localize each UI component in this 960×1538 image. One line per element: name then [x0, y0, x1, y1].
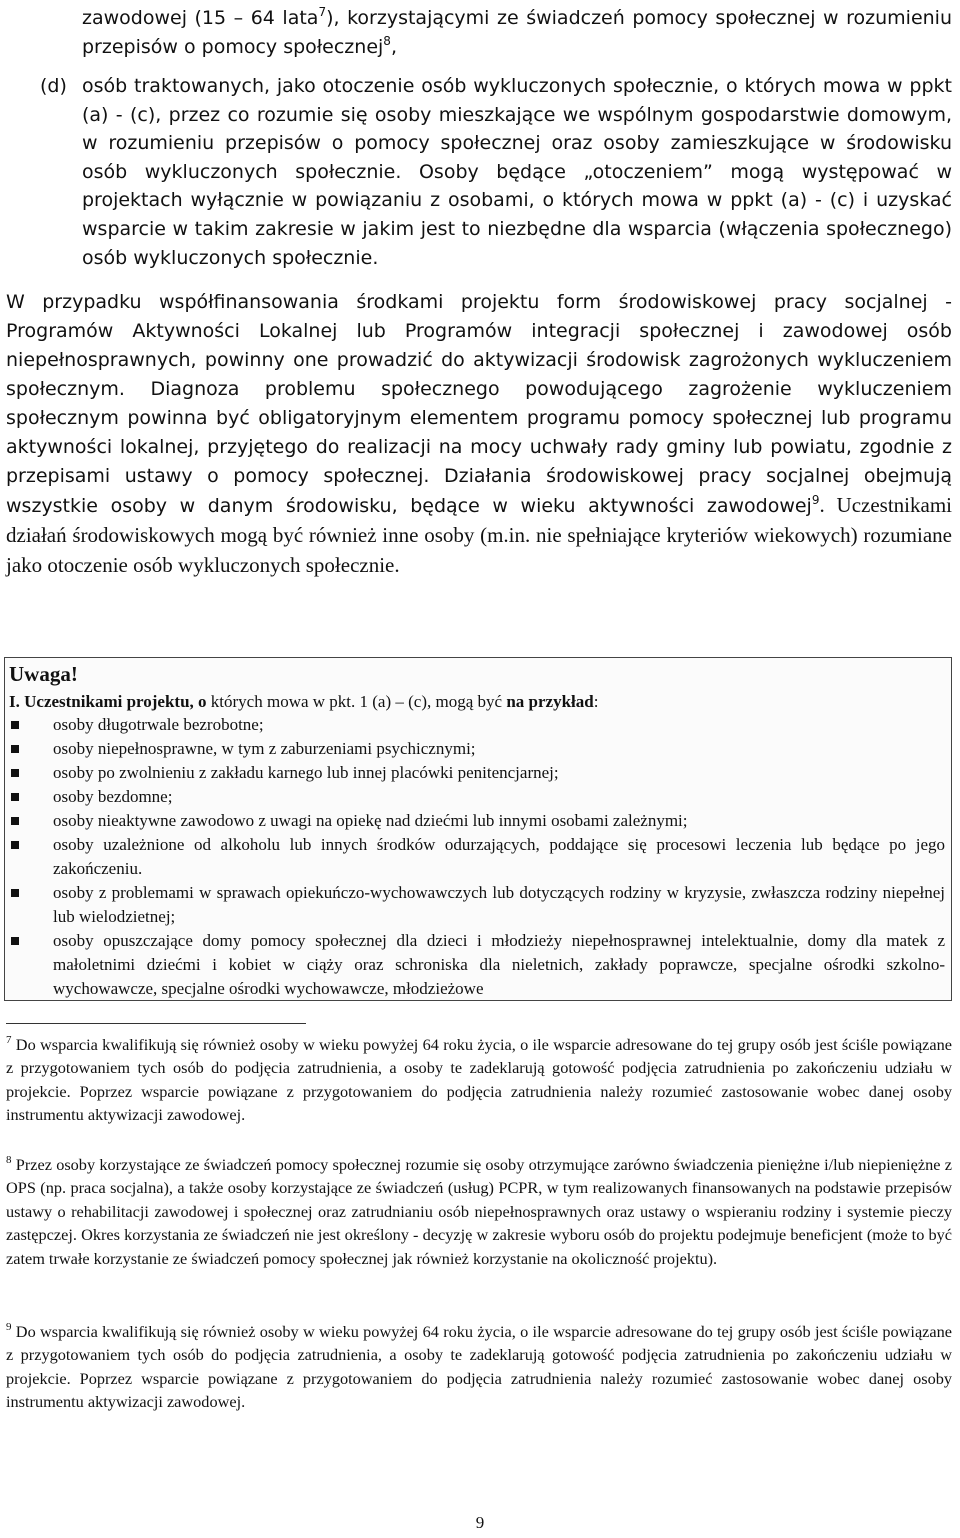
- paragraph-continuation: [82, 4, 952, 62]
- square-bullet-icon: [11, 889, 19, 897]
- note-intro-bold: na przykład: [506, 692, 594, 711]
- footnote-9: [6, 1320, 952, 1414]
- footnote-8: [6, 1153, 952, 1270]
- list-point-d: [40, 72, 952, 272]
- list-item: [5, 761, 945, 785]
- footnote-7: [6, 1033, 952, 1127]
- list-point-text: osób traktowanych, jako otoczenie osób wykluczonych społecznie, o których mowa w ppkt (a) - (c), przez co rozumie się osoby mieszkające we wspólnym gospodarstwie domowym, w rozumieniu przepisów o pomocy społecznej oraz osoby zamieszkujące w środowisku osób wykluczonych społecznie. Osoby będące „otoczeniem” mogą występować w projektach wyłącznie w powiązaniu z osobami, o których mowa w ppkt (a) - (c) i uzyskać wsparcie w takim zakresie w jakim jest to niezbędne dla wsparcia (włączenia społecznego) osób wykluczonych społecznie.: [82, 75, 952, 269]
- note-intro-bold: I. Uczestnikami projektu, o: [9, 692, 207, 711]
- list-item: [5, 809, 945, 833]
- list-item-text: osoby nieaktywne zawodowo z uwagi na opiekę nad dziećmi lub innymi osobami zależnymi;: [53, 811, 688, 830]
- text-run: . Uczestnikami działań środowiskowych mogą być również inne osoby (m.in. nie spełniające kryteriów wiekowych) rozumiane jako otoczenie osób wykluczonych społecznie.: [6, 493, 952, 577]
- square-bullet-icon: [11, 793, 19, 801]
- note-title: Uwaga!: [9, 662, 78, 686]
- square-bullet-icon: [11, 937, 19, 945]
- square-bullet-icon: [11, 721, 19, 729]
- list-item-text: osoby opuszczające domy pomocy społecznej dla dzieci i młodzieży niepełnosprawnej intelektualnie, domy dla matek z małoletnimi dziećmi i kobiet w ciąży oraz schroniska dla nieletnich, zakłady poprawcze, specjalne ośrodki szkolno-wychowawcze, specjalne ośrodki wychowawcze, młodzieżowe: [53, 931, 945, 998]
- list-item-text: osoby z problemami w sprawach opiekuńczo-wychowawczych lub dotyczących rodziny w kryzysie, zwłaszcza rodziny niepełnej lub wielodzietnej;: [53, 883, 945, 926]
- list-item-text: osoby bezdomne;: [53, 787, 173, 806]
- footnote-ref-7[interactable]: 7: [318, 5, 327, 19]
- square-bullet-icon: [11, 841, 19, 849]
- body-paragraph: [6, 288, 952, 581]
- square-bullet-icon: [11, 745, 19, 753]
- page-number: 9: [475, 1513, 485, 1532]
- footnote-ref-9[interactable]: 9: [811, 493, 820, 507]
- list-item: [5, 929, 945, 1001]
- footnote-ref-8[interactable]: 8: [383, 34, 391, 48]
- note-list: [5, 713, 945, 1001]
- list-item-text: osoby po zwolnieniu z zakładu karnego lub innej placówki penitencjarnej;: [53, 763, 559, 782]
- footnote-number: 9: [6, 1321, 12, 1333]
- footnote-text: Do wsparcia kwalifikują się również osoby w wieku powyżej 64 roku życia, o ile wsparcie adresowane do tej grupy osób jest ściśle powiązane z przygotowaniem tych osób do podjęcia zatrudnienia, a osoby te zadeklarują gotowość podjęcia zatrudnienia po zakończeniu udziału w projekcie. Poprzez wsparcie powiązane z przygotowaniem do podjęcia zatrudnienia należy rozumieć zastosowanie wobec danej osoby instrumentu aktywizacji zawodowej.: [6, 1322, 952, 1412]
- list-item: [5, 833, 945, 881]
- note-intro: [9, 691, 598, 713]
- footnote-text: Do wsparcia kwalifikują się również osoby w wieku powyżej 64 roku życia, o ile wsparcie adresowane do tej grupy osób jest ściśle powiązane z przygotowaniem tych osób do podjęcia zatrudnienia, a osoby te zadeklarują gotowość podjęcia zatrudnienia po zakończeniu udziału w projekcie. Poprzez wsparcie powiązane z przygotowaniem do podjęcia zatrudnienia należy rozumieć zastosowanie wobec danej osoby instrumentu aktywizacji zawodowej.: [6, 1035, 952, 1125]
- list-item-text: osoby niepełnosprawne, w tym z zaburzeniami psychicznymi;: [53, 739, 476, 758]
- list-item-text: osoby długotrwale bezrobotne;: [53, 715, 264, 734]
- square-bullet-icon: [11, 769, 19, 777]
- note-intro-text: :: [593, 692, 599, 711]
- list-item-text: osoby uzależnione od alkoholu lub innych środków odurzających, poddające się procesowi leczenia lub będące po jego zakończeniu.: [53, 835, 945, 878]
- footnote-text: Przez osoby korzystające ze świadczeń pomocy społecznej rozumie się osoby otrzymujące zarówno świadczenia pieniężne i/lub niepieniężne z OPS (np. praca socjalna), a także osoby korzystające ze świadczeń (usług) PCPR, w tym realizowanych finansowanych na podstawie przepisów ustawy o rehabilitacji zawodowej i społecznej oraz zatrudnianiu osób niepełnosprawnych oraz ustawy o wspieraniu rodziny i systemie pieczy zastępczej. Okres korzystania ze świadczeń nie jest określony - decyzję w zakresie wyboru osób do projektu podejmuje beneficjent (może to być zatem trwałe korzystanie ze świadczeń pomocy społecznej jak również korzystanie na okoliczność projektu).: [6, 1155, 952, 1268]
- list-item: [5, 737, 945, 761]
- list-point-label: (d): [40, 75, 67, 97]
- list-item: [5, 785, 945, 809]
- text-run: W przypadku współfinansowania środkami projektu form środowiskowej pracy socjalnej - Programów Aktywności Lokalnej lub Programów integracji społecznej i zawodowej osób niepełnosprawnych, powinny one prowadzić do aktywizacji środowisk zagrożonych wykluczeniem społecznym. Diagnoza problemu społecznego powodującego zagrożenie wykluczeniem społecznym powinna być obligatoryjnym elementem programu pomocy społecznej lub programu aktywności lokalnej, przyjętego do realizacji na mocy uchwały rady gminy lub powiatu, zgodnie z przepisami ustawy o pomocy społecznej. Działania środowiskowej pracy socjalnej obejmują wszystkie osoby w danym środowisku, będące w wieku aktywności zawodowej: [6, 291, 952, 517]
- text-run: ,: [390, 36, 397, 58]
- footnote-separator: [6, 1023, 306, 1024]
- footnote-number: 7: [6, 1034, 12, 1046]
- text-run: ), korzystającymi ze świadczeń pomocy społecznej w rozumieniu przepisów o pomocy społecznej: [82, 7, 953, 58]
- footnote-number: 8: [6, 1154, 12, 1166]
- note-box: [4, 657, 952, 1001]
- note-intro-text: których mowa w pkt. 1 (a) – (c), mogą być: [206, 692, 507, 711]
- list-item: [5, 881, 945, 929]
- square-bullet-icon: [11, 817, 19, 825]
- list-item: [5, 713, 945, 737]
- text-run: zawodowej (15 – 64 lata: [82, 7, 319, 29]
